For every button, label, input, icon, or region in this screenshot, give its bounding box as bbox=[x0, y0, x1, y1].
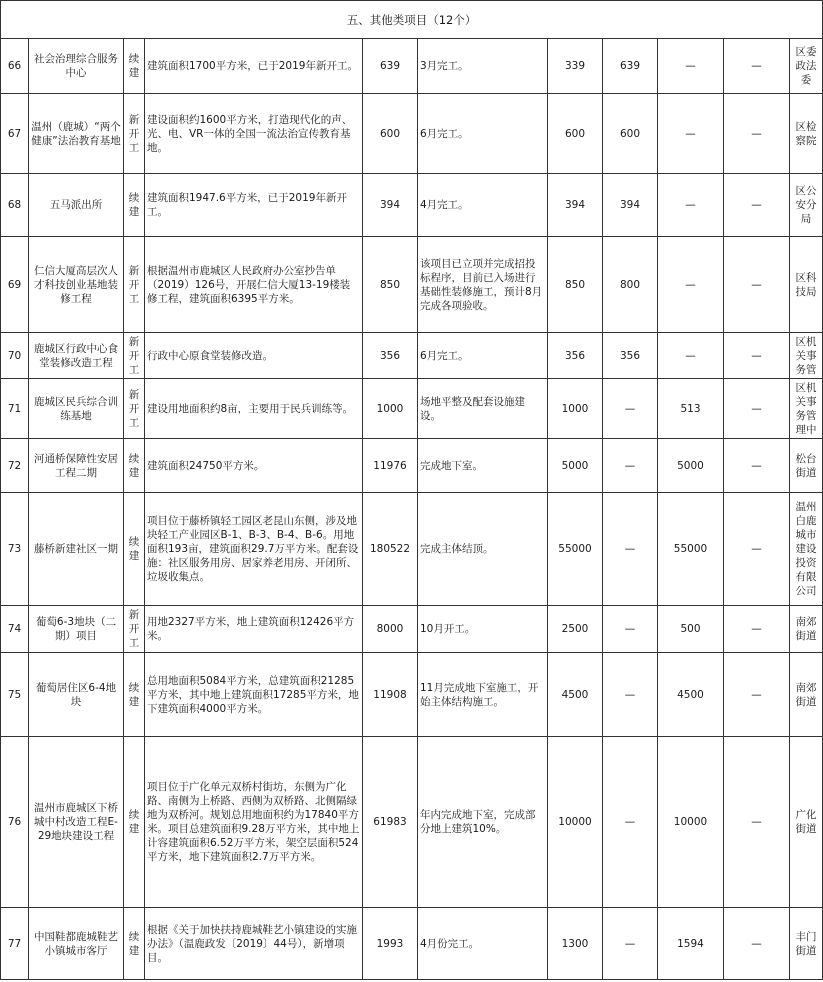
responsible-unit: 温州白鹿城市建设投资有限公司 bbox=[790, 493, 823, 606]
plan-column-8: — bbox=[603, 606, 658, 653]
plan-column-9: — bbox=[658, 94, 724, 174]
table-row bbox=[1, 379, 823, 439]
total-investment: 11908 bbox=[363, 653, 418, 737]
build-type: 新开工 bbox=[124, 379, 145, 439]
plan-column-10: — bbox=[724, 606, 790, 653]
annual-plan: 5000 bbox=[548, 439, 603, 493]
row-number: 69 bbox=[1, 237, 29, 333]
annual-progress: 该项目已立项并完成招投标程序，目前已入场进行基础性装修施工，预计8月完成各项验收。 bbox=[418, 237, 548, 333]
annual-plan: 339 bbox=[548, 39, 603, 94]
plan-column-10: — bbox=[724, 737, 790, 908]
plan-column-8: — bbox=[603, 908, 658, 980]
build-type: 续建 bbox=[124, 493, 145, 606]
project-name: 社会治理综合服务中心 bbox=[29, 39, 124, 94]
annual-progress: 场地平整及配套设施建设。 bbox=[418, 379, 548, 439]
plan-column-10: — bbox=[724, 439, 790, 493]
plan-column-10: — bbox=[724, 379, 790, 439]
annual-plan: 394 bbox=[548, 174, 603, 237]
construction-content: 建筑面积24750平方米。 bbox=[145, 439, 363, 493]
project-name: 葡萄6-3地块（二期）项目 bbox=[29, 606, 124, 653]
total-investment: 850 bbox=[363, 237, 418, 333]
annual-plan: 1000 bbox=[548, 379, 603, 439]
annual-progress: 4月份完工。 bbox=[418, 908, 548, 980]
responsible-unit: 广化街道 bbox=[790, 737, 823, 908]
total-investment: 1993 bbox=[363, 908, 418, 980]
annual-plan: 850 bbox=[548, 237, 603, 333]
annual-progress: 10月开工。 bbox=[418, 606, 548, 653]
table-row bbox=[1, 908, 823, 980]
responsible-unit: 南郊街道 bbox=[790, 653, 823, 737]
table-row bbox=[1, 653, 823, 737]
project-name: 鹿城区民兵综合训练基地 bbox=[29, 379, 124, 439]
row-number: 70 bbox=[1, 333, 29, 379]
project-name: 仁信大厦高层次人才科技创业基地装修工程 bbox=[29, 237, 124, 333]
annual-progress: 6月完工。 bbox=[418, 94, 548, 174]
plan-column-9: 55000 bbox=[658, 493, 724, 606]
construction-content: 用地2327平方米，地上建筑面积12426平方米。 bbox=[145, 606, 363, 653]
plan-column-8: 394 bbox=[603, 174, 658, 237]
total-investment: 8000 bbox=[363, 606, 418, 653]
total-investment: 180522 bbox=[363, 493, 418, 606]
plan-column-9: 513 bbox=[658, 379, 724, 439]
annual-progress: 完成地下室。 bbox=[418, 439, 548, 493]
construction-content: 根据温州市鹿城区人民政府办公室抄告单（2019）126号，开展仁信大厦13-19楼装修工程，建筑面积6395平方米。 bbox=[145, 237, 363, 333]
total-investment: 600 bbox=[363, 94, 418, 174]
plan-column-10: — bbox=[724, 174, 790, 237]
plan-column-9: — bbox=[658, 39, 724, 94]
plan-column-9: — bbox=[658, 174, 724, 237]
project-name: 葡萄居住区6-4地块 bbox=[29, 653, 124, 737]
construction-content: 项目位于藤桥镇轻工园区老昆山东侧，涉及地块轻工产业园区B-1、B-3、B-4、B-6。用地面积193亩，建筑面积29.7万平方米。配套设施：社区服务用房、居家养老用房、开闭所、垃圾收集点。 bbox=[145, 493, 363, 606]
row-number: 72 bbox=[1, 439, 29, 493]
plan-column-10: — bbox=[724, 94, 790, 174]
table-row bbox=[1, 237, 823, 333]
row-number: 75 bbox=[1, 653, 29, 737]
row-number: 74 bbox=[1, 606, 29, 653]
annual-progress: 6月完工。 bbox=[418, 333, 548, 379]
responsible-unit: 区公安分局 bbox=[790, 174, 823, 237]
build-type: 续建 bbox=[124, 737, 145, 908]
row-number: 77 bbox=[1, 908, 29, 980]
table-row bbox=[1, 174, 823, 237]
build-type: 续建 bbox=[124, 174, 145, 237]
annual-plan: 4500 bbox=[548, 653, 603, 737]
annual-progress: 年内完成地下室，完成部分地上建筑10%。 bbox=[418, 737, 548, 908]
project-name: 温州市鹿城区下桥城中村改造工程E-29地块建设工程 bbox=[29, 737, 124, 908]
responsible-unit: 区委政法委 bbox=[790, 39, 823, 94]
construction-content: 总用地面积5084平方米，总建筑面积21285平方米，其中地上建筑面积17285平方米，地下建筑面积4000平方米。 bbox=[145, 653, 363, 737]
project-name: 鹿城区行政中心食堂装修改造工程 bbox=[29, 333, 124, 379]
build-type: 续建 bbox=[124, 39, 145, 94]
row-number: 71 bbox=[1, 379, 29, 439]
plan-column-10: — bbox=[724, 493, 790, 606]
plan-column-9: — bbox=[658, 237, 724, 333]
construction-content: 建设用地面积约8亩，主要用于民兵训练等。 bbox=[145, 379, 363, 439]
project-name: 藤桥新建社区一期 bbox=[29, 493, 124, 606]
build-type: 续建 bbox=[124, 653, 145, 737]
plan-column-9: 5000 bbox=[658, 439, 724, 493]
construction-content: 项目位于广化单元双桥村街坊，东侧为广化路、南侧为上桥路、西侧为双桥路、北侧隔绿地为双桥河。规划总用地面积约为17840平方米。项目总建筑面积9.28万平方米，其中地上计容建筑面积6.52万平方米，架空层面积524平方米，地下建筑面积2.7万平方米。 bbox=[145, 737, 363, 908]
construction-content: 建筑面积1947.6平方米，已于2019年新开工。 bbox=[145, 174, 363, 237]
row-number: 66 bbox=[1, 39, 29, 94]
construction-content: 行政中心原食堂装修改造。 bbox=[145, 333, 363, 379]
responsible-unit: 区机关事务管理中 bbox=[790, 379, 823, 439]
build-type: 续建 bbox=[124, 439, 145, 493]
project-name: 河通桥保障性安居工程二期 bbox=[29, 439, 124, 493]
plan-column-9: 4500 bbox=[658, 653, 724, 737]
plan-column-10: — bbox=[724, 333, 790, 379]
project-name: 温州（鹿城）“两个健康”法治教育基地 bbox=[29, 94, 124, 174]
table-row bbox=[1, 737, 823, 908]
plan-column-8: — bbox=[603, 379, 658, 439]
build-type: 新开工 bbox=[124, 333, 145, 379]
plan-column-10: — bbox=[724, 653, 790, 737]
plan-column-8: 800 bbox=[603, 237, 658, 333]
annual-plan: 2500 bbox=[548, 606, 603, 653]
table-row bbox=[1, 333, 823, 379]
plan-column-10: — bbox=[724, 39, 790, 94]
plan-column-8: — bbox=[603, 439, 658, 493]
table-row bbox=[1, 493, 823, 606]
construction-content: 建筑面积1700平方米，已于2019年新开工。 bbox=[145, 39, 363, 94]
responsible-unit: 区科技局 bbox=[790, 237, 823, 333]
plan-column-8: — bbox=[603, 493, 658, 606]
plan-column-8: — bbox=[603, 737, 658, 908]
project-name: 中国鞋都鹿城鞋艺小镇城市客厅 bbox=[29, 908, 124, 980]
responsible-unit: 南郊街道 bbox=[790, 606, 823, 653]
plan-column-10: — bbox=[724, 908, 790, 980]
annual-progress: 4月完工。 bbox=[418, 174, 548, 237]
build-type: 新开工 bbox=[124, 94, 145, 174]
plan-column-10: — bbox=[724, 237, 790, 333]
total-investment: 11976 bbox=[363, 439, 418, 493]
annual-progress: 3月完工。 bbox=[418, 39, 548, 94]
row-number: 68 bbox=[1, 174, 29, 237]
annual-progress: 11月完成地下室施工，开始主体结构施工。 bbox=[418, 653, 548, 737]
total-investment: 61983 bbox=[363, 737, 418, 908]
total-investment: 356 bbox=[363, 333, 418, 379]
plan-column-9: 500 bbox=[658, 606, 724, 653]
table-row bbox=[1, 439, 823, 493]
table-row bbox=[1, 39, 823, 94]
responsible-unit: 区机关事务管 bbox=[790, 333, 823, 379]
build-type: 续建 bbox=[124, 908, 145, 980]
row-number: 76 bbox=[1, 737, 29, 908]
table-row bbox=[1, 94, 823, 174]
annual-plan: 356 bbox=[548, 333, 603, 379]
row-number: 73 bbox=[1, 493, 29, 606]
plan-column-9: — bbox=[658, 333, 724, 379]
plan-column-8: 639 bbox=[603, 39, 658, 94]
project-name: 五马派出所 bbox=[29, 174, 124, 237]
construction-content: 建设面积约1600平方米，打造现代化的声、光、电、VR一体的全国一流法治宣传教育基地。 bbox=[145, 94, 363, 174]
plan-column-8: 600 bbox=[603, 94, 658, 174]
build-type: 新开工 bbox=[124, 606, 145, 653]
plan-column-8: 356 bbox=[603, 333, 658, 379]
annual-plan: 1300 bbox=[548, 908, 603, 980]
plan-column-9: 1594 bbox=[658, 908, 724, 980]
row-number: 67 bbox=[1, 94, 29, 174]
total-investment: 394 bbox=[363, 174, 418, 237]
annual-plan: 55000 bbox=[548, 493, 603, 606]
section-title: 五、其他类项目（12个） bbox=[1, 1, 823, 39]
total-investment: 1000 bbox=[363, 379, 418, 439]
responsible-unit: 丰门街道 bbox=[790, 908, 823, 980]
annual-plan: 600 bbox=[548, 94, 603, 174]
table-row bbox=[1, 606, 823, 653]
responsible-unit: 松台街道 bbox=[790, 439, 823, 493]
build-type: 新开工 bbox=[124, 237, 145, 333]
total-investment: 639 bbox=[363, 39, 418, 94]
annual-plan: 10000 bbox=[548, 737, 603, 908]
responsible-unit: 区检察院 bbox=[790, 94, 823, 174]
annual-progress: 完成主体结顶。 bbox=[418, 493, 548, 606]
construction-content: 根据《关于加快扶持鹿城鞋艺小镇建设的实施办法》（温鹿政发〔2019〕44号），新增项目。 bbox=[145, 908, 363, 980]
plan-column-8: — bbox=[603, 653, 658, 737]
plan-column-9: 10000 bbox=[658, 737, 724, 908]
